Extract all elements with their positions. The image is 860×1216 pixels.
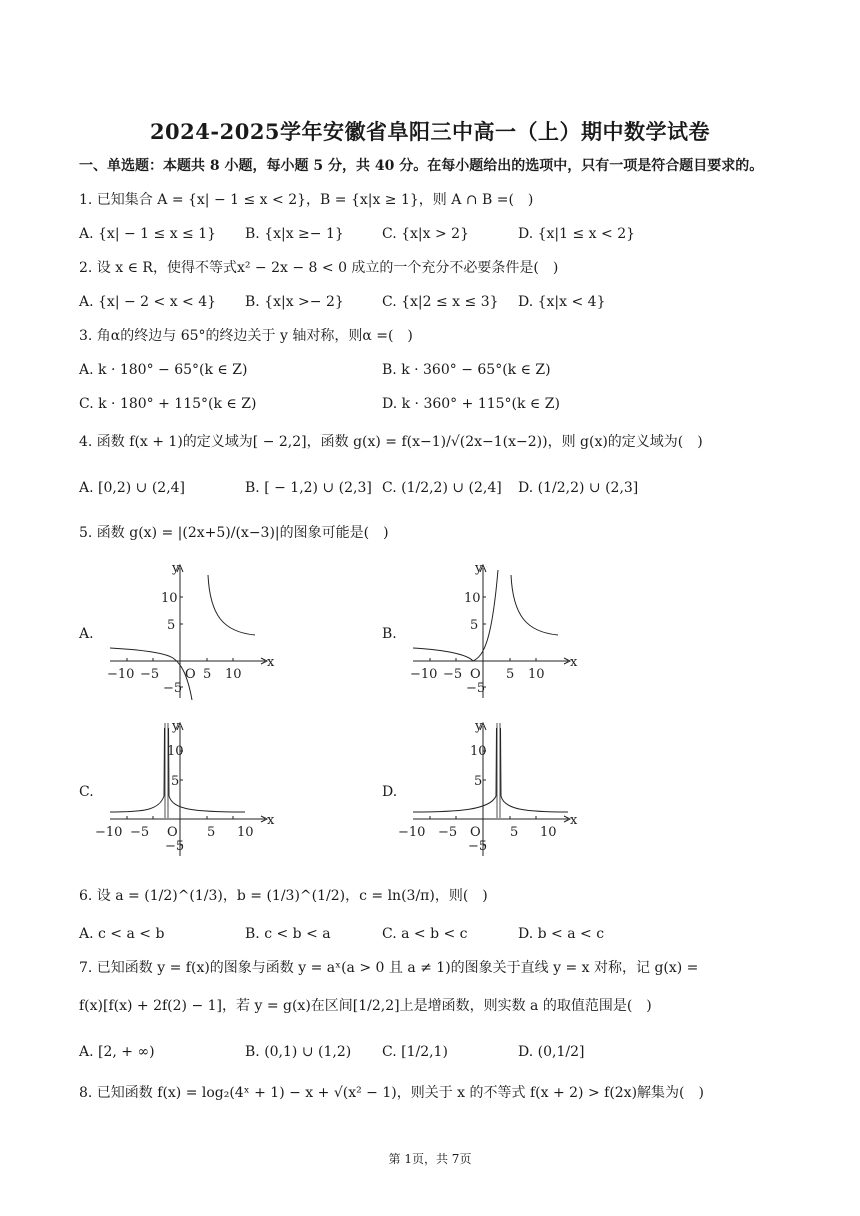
ytick-5: 5 [167, 618, 176, 633]
axis-y-label: y [172, 719, 180, 734]
graph-b-label: B. [382, 626, 397, 642]
axis-y-label: y [475, 561, 483, 576]
q2-option-a: A. {x| − 2 < x < 4} [79, 294, 217, 310]
xtick-10: 10 [540, 825, 557, 840]
q3-option-d: D. k · 360° + 115°(k ∈ Z) [382, 396, 560, 412]
q3-option-b: B. k · 360° − 65°(k ∈ Z) [382, 362, 551, 378]
ytick-10: 10 [464, 591, 481, 606]
q4-option-d: D. (1/2,2) ∪ (2,3] [518, 480, 639, 496]
ytick-5: 5 [474, 774, 483, 789]
q6-option-d: D. b < a < c [518, 926, 605, 942]
q4-option-b: B. [ − 1,2) ∪ (2,3] [245, 480, 372, 496]
ytick-neg5: −5 [466, 681, 486, 696]
q2-option-b: B. {x|x >− 2} [245, 294, 344, 310]
ytick-10: 10 [470, 744, 487, 759]
ytick-neg5: −5 [468, 839, 488, 854]
ytick-neg5: −5 [163, 681, 183, 696]
q6-option-c: C. a < b < c [382, 926, 468, 942]
graph-d [398, 718, 578, 863]
q1-option-b: B. {x|x ≥− 1} [245, 226, 344, 242]
question-8-stem: 8. 已知函数 f(x) = log₂(4ˣ + 1) − x + √(x² − 1)，则关于 x 的不等式 f(x + 2) > f(2x)解集为( ) [79, 1085, 704, 1101]
xtick-neg10: −10 [398, 825, 426, 840]
exam-title: 2024-2025学年安徽省阜阳三中高一（上）期中数学试卷 [149, 119, 711, 144]
axis-x-label: x [570, 813, 578, 828]
q1-option-a: A. {x| − 1 ≤ x ≤ 1} [79, 226, 217, 242]
page-footer: 第 1页，共 7页 [388, 1152, 472, 1166]
graph-a [95, 560, 275, 705]
ytick-neg5: −5 [165, 839, 185, 854]
xtick-neg5: −5 [130, 825, 150, 840]
question-6-stem: 6. 设 a = (1/2)^(1/3)，b = (1/3)^(1/2)，c = ln(3/π)，则( ) [79, 888, 488, 904]
graph-a-label: A. [79, 626, 94, 642]
xtick-neg10: −10 [410, 667, 438, 682]
xtick-10: 10 [528, 667, 545, 682]
question-1-stem: 1. 已知集合 A = {x| − 1 ≤ x < 2}，B = {x|x ≥ 1}，则 A ∩ B =( ) [79, 192, 534, 208]
xtick-neg5: −5 [438, 825, 458, 840]
origin-label: O [470, 825, 481, 840]
question-7-stem-line2: f(x)[f(x) + 2f(2) − 1]，若 y = g(x)在区间[1/2,2]上是增函数，则实数 a 的取值范围是( ) [79, 998, 652, 1014]
axis-x-label: x [570, 655, 578, 670]
q6-option-a: A. c < a < b [79, 926, 165, 942]
q2-option-d: D. {x|x < 4} [518, 294, 606, 310]
xtick-10: 10 [237, 825, 254, 840]
question-3-stem: 3. 角α的终边与 65°的终边关于 y 轴对称，则α =( ) [79, 328, 413, 344]
question-7-stem-line1: 7. 已知函数 y = f(x)的图象与函数 y = aˣ(a > 0 且 a ≠ 1)的图象关于直线 y = x 对称，记 g(x) = [79, 960, 699, 976]
q1-option-d: D. {x|1 ≤ x < 2} [518, 226, 636, 242]
graph-c-label: C. [79, 784, 94, 800]
q7-option-a: A. [2, + ∞) [79, 1044, 155, 1060]
xtick-neg5: −5 [140, 667, 160, 682]
axis-x-label: x [267, 813, 275, 828]
question-5-stem: 5. 函数 g(x) = |(2x+5)/(x−3)|的图象可能是( ) [79, 525, 389, 541]
section-heading: 一、单选题：本题共 8 小题，每小题 5 分，共 40 分。在每小题给出的选项中，只有一项是符合题目要求的。 [79, 158, 764, 174]
q7-option-d: D. (0,1/2] [518, 1044, 585, 1060]
xtick-neg10: −10 [107, 667, 135, 682]
ytick-10: 10 [161, 591, 178, 606]
xtick-5: 5 [510, 825, 519, 840]
q4-option-c: C. (1/2,2) ∪ (2,4] [382, 480, 502, 496]
q1-option-c: C. {x|x > 2} [382, 226, 469, 242]
xtick-5: 5 [506, 667, 515, 682]
ytick-5: 5 [470, 618, 479, 633]
axis-y-label: y [475, 719, 483, 734]
graph-b [398, 560, 578, 705]
xtick-neg10: −10 [95, 825, 123, 840]
q4-option-a: A. [0,2) ∪ (2,4] [79, 480, 186, 496]
origin-label: O [470, 667, 481, 682]
question-4-stem: 4. 函数 f(x + 1)的定义域为[ − 2,2]，函数 g(x) = f(x−1)/√(2x−1(x−2))，则 g(x)的定义域为( ) [79, 434, 703, 450]
axis-y-label: y [172, 561, 180, 576]
xtick-10: 10 [225, 667, 242, 682]
q6-option-b: B. c < b < a [245, 926, 331, 942]
question-2-stem: 2. 设 x ∈ R，使得不等式x² − 2x − 8 < 0 成立的一个充分不必要条件是( ) [79, 260, 559, 276]
xtick-5: 5 [203, 667, 212, 682]
axis-x-label: x [267, 655, 275, 670]
q3-option-c: C. k · 180° + 115°(k ∈ Z) [79, 396, 257, 412]
xtick-neg5: −5 [443, 667, 463, 682]
ytick-5: 5 [171, 774, 180, 789]
q3-option-a: A. k · 180° − 65°(k ∈ Z) [79, 362, 248, 378]
q7-option-c: C. [1/2,1) [382, 1044, 448, 1060]
graph-c [95, 718, 275, 863]
graph-d-label: D. [382, 784, 398, 800]
origin-label: O [185, 667, 196, 682]
xtick-5: 5 [207, 825, 216, 840]
q7-option-b: B. (0,1) ∪ (1,2) [245, 1044, 352, 1060]
origin-label: O [167, 825, 178, 840]
ytick-10: 10 [167, 744, 184, 759]
q2-option-c: C. {x|2 ≤ x ≤ 3} [382, 294, 499, 310]
